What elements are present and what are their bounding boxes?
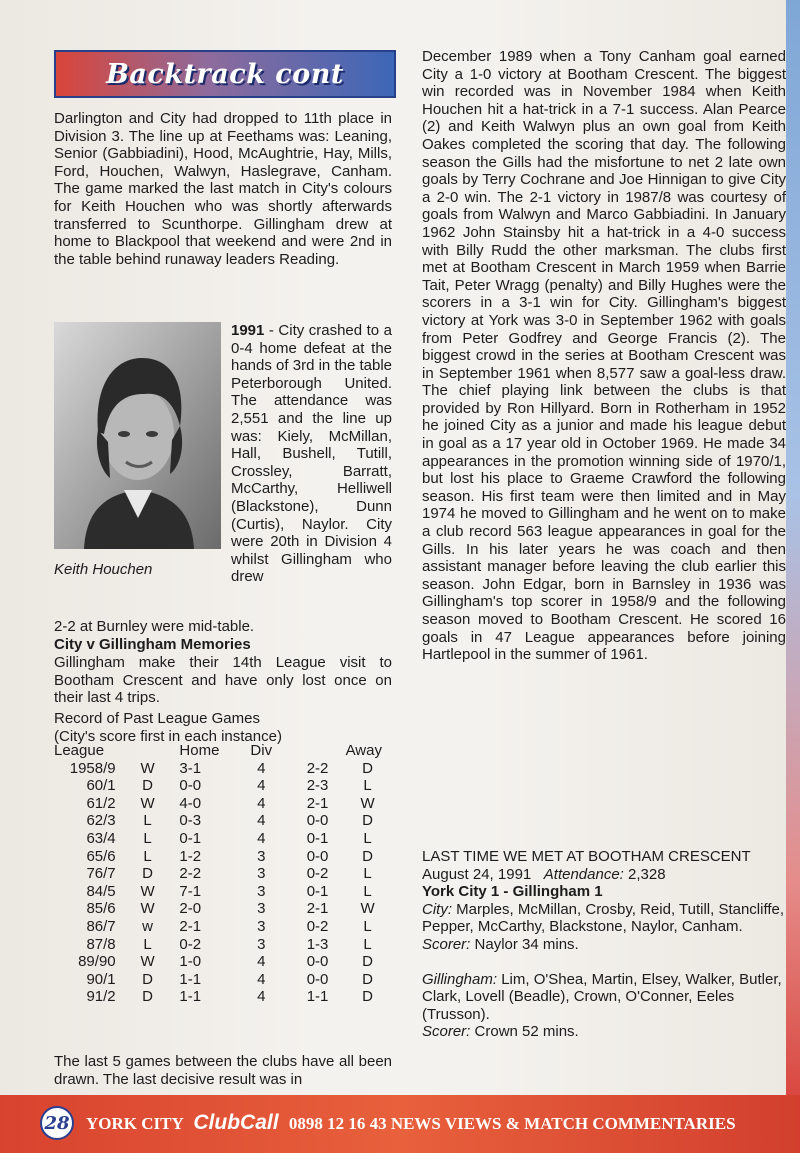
record-away-result: D: [362, 988, 373, 1006]
side-paragraph-text: - City crashed to a 0-4 home defeat at the hands of 3rd in the table Peterborough United. The attendance was 2,551 and the line up was: Kiely, McMillan, Hall, Bushell, Tutill, Crossley, Barratt, McCarthy, Helliwell (Blackstone), Dunn (Curtis), Naylor. City were 20th in Division 4 whilst Gillingham who drew: [231, 322, 392, 586]
record-away-result: L: [363, 917, 372, 935]
record-division: 3: [257, 900, 266, 918]
record-row: [54, 900, 392, 918]
record-home-result: D: [142, 988, 153, 1006]
last-met-heading: LAST TIME WE MET AT BOOTHAM CRESCENT: [422, 848, 751, 865]
record-division: 4: [257, 970, 266, 988]
footer-york-city: YORK CITY: [86, 1114, 184, 1133]
record-season: 76/7: [86, 865, 116, 883]
record-away-score: 2-1: [306, 900, 329, 918]
record-title-line-2: (City's score first in each instance): [54, 727, 282, 745]
record-home-result: W: [140, 759, 155, 777]
gills-scorer: [422, 1023, 786, 1041]
header-league: League: [54, 742, 105, 759]
record-season: 60/1: [86, 777, 116, 795]
footer-clubcall: ClubCall: [193, 1111, 279, 1134]
intro-paragraph: Darlington and City had dropped to 11th place in Division 3. The line up at Feethams was: Leaning, Senior (Gabbiadini), Hood, McAughtrie, Hay, Mills, Ford, Houchen, Walwyn, Haslegrave, Canham. The game marked the last match in City's colours for Keith Houchen who was shortly afterwards transferred to Scunthorpe. Gillingham drew at home to Blackpool that weekend and were 2nd in the table behind runaway leaders Reading.: [54, 110, 392, 268]
record-season: 62/3: [86, 812, 116, 830]
gills-lineup: [422, 971, 786, 1024]
left-column: [54, 40, 392, 1090]
record-away-score: 0-0: [306, 847, 329, 865]
record-home-score: 3-1: [179, 759, 202, 777]
record-home-score: 0-2: [179, 935, 202, 953]
record-season: 87/8: [86, 935, 116, 953]
record-season: 89/90: [78, 953, 116, 971]
record-row: [54, 883, 392, 901]
memories-paragraph: Gillingham make their 14th League visit to Bootham Crescent and have only lost once on their last 4 trips.: [54, 654, 392, 707]
record-title: [54, 710, 392, 745]
city-scorer-label: Scorer:: [422, 935, 471, 953]
record-row: [54, 812, 392, 830]
record-away-result: D: [362, 953, 373, 971]
record-away-score: 1-1: [306, 988, 329, 1006]
record-home-result: D: [142, 777, 153, 795]
gills-label: Gillingham:: [422, 970, 498, 988]
record-row: [54, 918, 392, 936]
record-home-score: 0-0: [179, 777, 202, 795]
record-division: 4: [257, 759, 266, 777]
attendance-value: 2,328: [623, 865, 666, 883]
header-div: Div: [250, 742, 273, 759]
record-away-result: W: [360, 900, 375, 918]
record-division: 4: [257, 777, 266, 795]
record-home-result: W: [140, 900, 155, 918]
match-date: August 24, 1991: [422, 865, 532, 883]
record-division: 4: [257, 812, 266, 830]
right-column: [422, 40, 786, 1090]
record-home-result: W: [140, 882, 155, 900]
record-season: 63/4: [86, 829, 116, 847]
record-away-result: L: [363, 935, 372, 953]
match-score: York City 1 - Gillingham 1: [422, 883, 603, 901]
record-home-result: W: [140, 794, 155, 812]
record-table-body: [54, 760, 392, 1006]
record-season: 61/2: [86, 794, 116, 812]
side-paragraph: [231, 322, 392, 586]
record-season: 86/7: [86, 917, 116, 935]
closing-paragraph: The last 5 games between the clubs have all been drawn. The last decisive result was in: [54, 1053, 392, 1088]
record-division: 3: [257, 865, 266, 883]
record-division: 4: [257, 988, 266, 1006]
footer-text: [86, 1111, 736, 1135]
footer: [40, 1104, 780, 1142]
record-home-score: 1-1: [179, 988, 202, 1006]
city-scorer: [422, 936, 786, 954]
record-away-score: 2-2: [306, 759, 329, 777]
record-row: [54, 971, 392, 989]
record-home-result: L: [143, 829, 152, 847]
record-division: 4: [257, 829, 266, 847]
record-division: 3: [257, 847, 266, 865]
footer-rest: 0898 12 16 43 NEWS VIEWS & MATCH COMMENTARIES: [288, 1114, 736, 1133]
record-season: 84/5: [86, 882, 116, 900]
last-met-section: [422, 848, 786, 1041]
record-division: 4: [257, 794, 266, 812]
gills-scorer-text: Crown 52 mins.: [470, 1023, 579, 1041]
after-photo-text: 2-2 at Burnley were mid-table.: [54, 618, 255, 635]
record-row: [54, 848, 392, 866]
right-edge-stripe: [786, 0, 800, 1100]
record-home-score: 2-0: [179, 900, 202, 918]
record-row: [54, 865, 392, 883]
record-home-score: 0-3: [179, 812, 202, 830]
record-season: 85/6: [86, 900, 116, 918]
record-away-score: 0-1: [306, 882, 329, 900]
record-home-score: 1-0: [179, 953, 202, 971]
record-home-score: 2-2: [179, 865, 202, 883]
city-lineup-text: Marples, McMillan, Crosby, Reid, Tutill, Stancliffe, Pepper, McCarthy, Blackstone, Naylor, Canham.: [422, 900, 785, 936]
record-season: 90/1: [86, 970, 116, 988]
record-home-result: D: [142, 970, 153, 988]
page-number: 28: [40, 1106, 74, 1140]
photo-caption: Keith Houchen: [54, 561, 153, 578]
record-home-result: L: [143, 935, 152, 953]
record-home-score: 0-1: [179, 829, 202, 847]
record-title-line-1: Record of Past League Games: [54, 710, 260, 727]
record-away-result: D: [362, 759, 373, 777]
player-portrait-image: [54, 322, 221, 549]
record-home-result: W: [140, 953, 155, 971]
record-away-score: 0-2: [306, 865, 329, 883]
record-home-score: 7-1: [179, 882, 202, 900]
city-lineup: [422, 901, 786, 936]
record-row: [54, 795, 392, 813]
record-home-score: 2-1: [179, 917, 202, 935]
record-away-score: 2-3: [306, 777, 329, 795]
record-division: 3: [257, 882, 266, 900]
record-row: [54, 953, 392, 971]
record-home-score: 1-1: [179, 970, 202, 988]
gills-lineup-text: Lim, O'Shea, Martin, Elsey, Walker, Butler, Clark, Lovell (Beadle), Crown, O'Conner, Eeles (Trusson).: [422, 970, 782, 1023]
last-met-date-line: [422, 866, 786, 884]
record-away-result: D: [362, 812, 373, 830]
record-away-score: 0-2: [306, 917, 329, 935]
record-home-result: w: [142, 917, 153, 935]
record-away-result: L: [363, 882, 372, 900]
record-division: 3: [257, 935, 266, 953]
record-away-score: 0-0: [306, 953, 329, 971]
record-home-score: 4-0: [179, 794, 202, 812]
record-row: [54, 830, 392, 848]
section-banner: [54, 50, 396, 98]
record-away-score: 2-1: [306, 794, 329, 812]
record-away-result: W: [360, 794, 375, 812]
record-division: 4: [257, 953, 266, 971]
record-home-result: L: [143, 812, 152, 830]
banner-title: Backtrack cont: [106, 58, 344, 90]
record-home-score: 1-2: [179, 847, 202, 865]
record-season: 1958/9: [69, 759, 116, 777]
record-season: 65/6: [86, 847, 116, 865]
record-row: [54, 760, 392, 778]
city-scorer-text: Naylor 34 mins.: [470, 935, 579, 953]
right-body-paragraph: December 1989 when a Tony Canham goal earned City a 1-0 victory at Bootham Crescent. The biggest win recorded was in November 1984 when Keith Houchen hit a hat-trick in a 7-1 success. Alan Pearce (2) and Keith Walwyn plus an own goal from Keith Oakes completed the scoring that day. The following season the Gills had the misfortune to net 2 late own goals by Terry Cochrane and Joe Hinnigan to give City a 2-0 win. The 2-1 victory in 1987/8 was courtesy of goals from Walwyn and Marco Gabbiadini. In January 1962 John Stainsby hit a hat-trick in a 4-0 success with Billy Rudd the other marksman. The clubs first met at Bootham Crescent in March 1959 when Barrie Tait, Peter Wragg (penalty) and Billy Hughes were the scorers in a 3-1 win for City. Gillingham's biggest victory at York was 3-0 in September 1962 with goals from Peter Godfrey and George Francis (2). The biggest crowd in the series at Bootham Crescent was in September 1961 when 8,577 saw a goal-less draw. The chief playing link between the clubs is that provided by Ron Hillyard. Born in Rotherham in 1952 he joined City as a junior and made his league debut in goal as a 17 year old in October 1969. He made 34 appearances in the promotion winning side of 1970/1, but lost his place to Graeme Crawford the following season. His first team were then limited and in May 1974 he moved to Gillingham and he went on to make a club record 563 league appearances in goal for the Gills. In his later years he was coach and then assistant manager before leaving the club earlier this season. John Edgar, born in Barnsley in 1936 was Gillingham's top scorer in 1958/9 and the following season moved to Bootham Crescent. He scored 16 goals in 47 League appearances before joining Hartlepool in the summer of 1961.: [422, 48, 786, 664]
year-1991: 1991: [231, 322, 265, 339]
spacer: [422, 954, 786, 971]
record-away-result: L: [363, 865, 372, 883]
record-season: 91/2: [86, 988, 116, 1006]
record-away-result: L: [363, 829, 372, 847]
record-away-score: 0-1: [306, 829, 329, 847]
record-table: [54, 742, 392, 1006]
record-division: 3: [257, 917, 266, 935]
record-row: [54, 936, 392, 954]
record-away-score: 1-3: [306, 935, 329, 953]
record-away-result: L: [363, 777, 372, 795]
record-away-score: 0-0: [306, 812, 329, 830]
record-away-result: D: [362, 970, 373, 988]
record-away-score: 0-0: [306, 970, 329, 988]
city-label: City:: [422, 900, 452, 918]
record-row: [54, 988, 392, 1006]
player-photo: [54, 322, 221, 550]
header-home: Home: [179, 742, 220, 759]
record-home-result: D: [142, 865, 153, 883]
record-row: [54, 777, 392, 795]
record-away-result: D: [362, 847, 373, 865]
gills-scorer-label: Scorer:: [422, 1023, 471, 1041]
header-away: Away: [345, 742, 382, 759]
attendance-label: Attendance:: [543, 865, 624, 883]
memories-heading: City v Gillingham Memories: [54, 636, 251, 653]
record-table-header: [54, 742, 392, 760]
record-home-result: L: [143, 847, 152, 865]
